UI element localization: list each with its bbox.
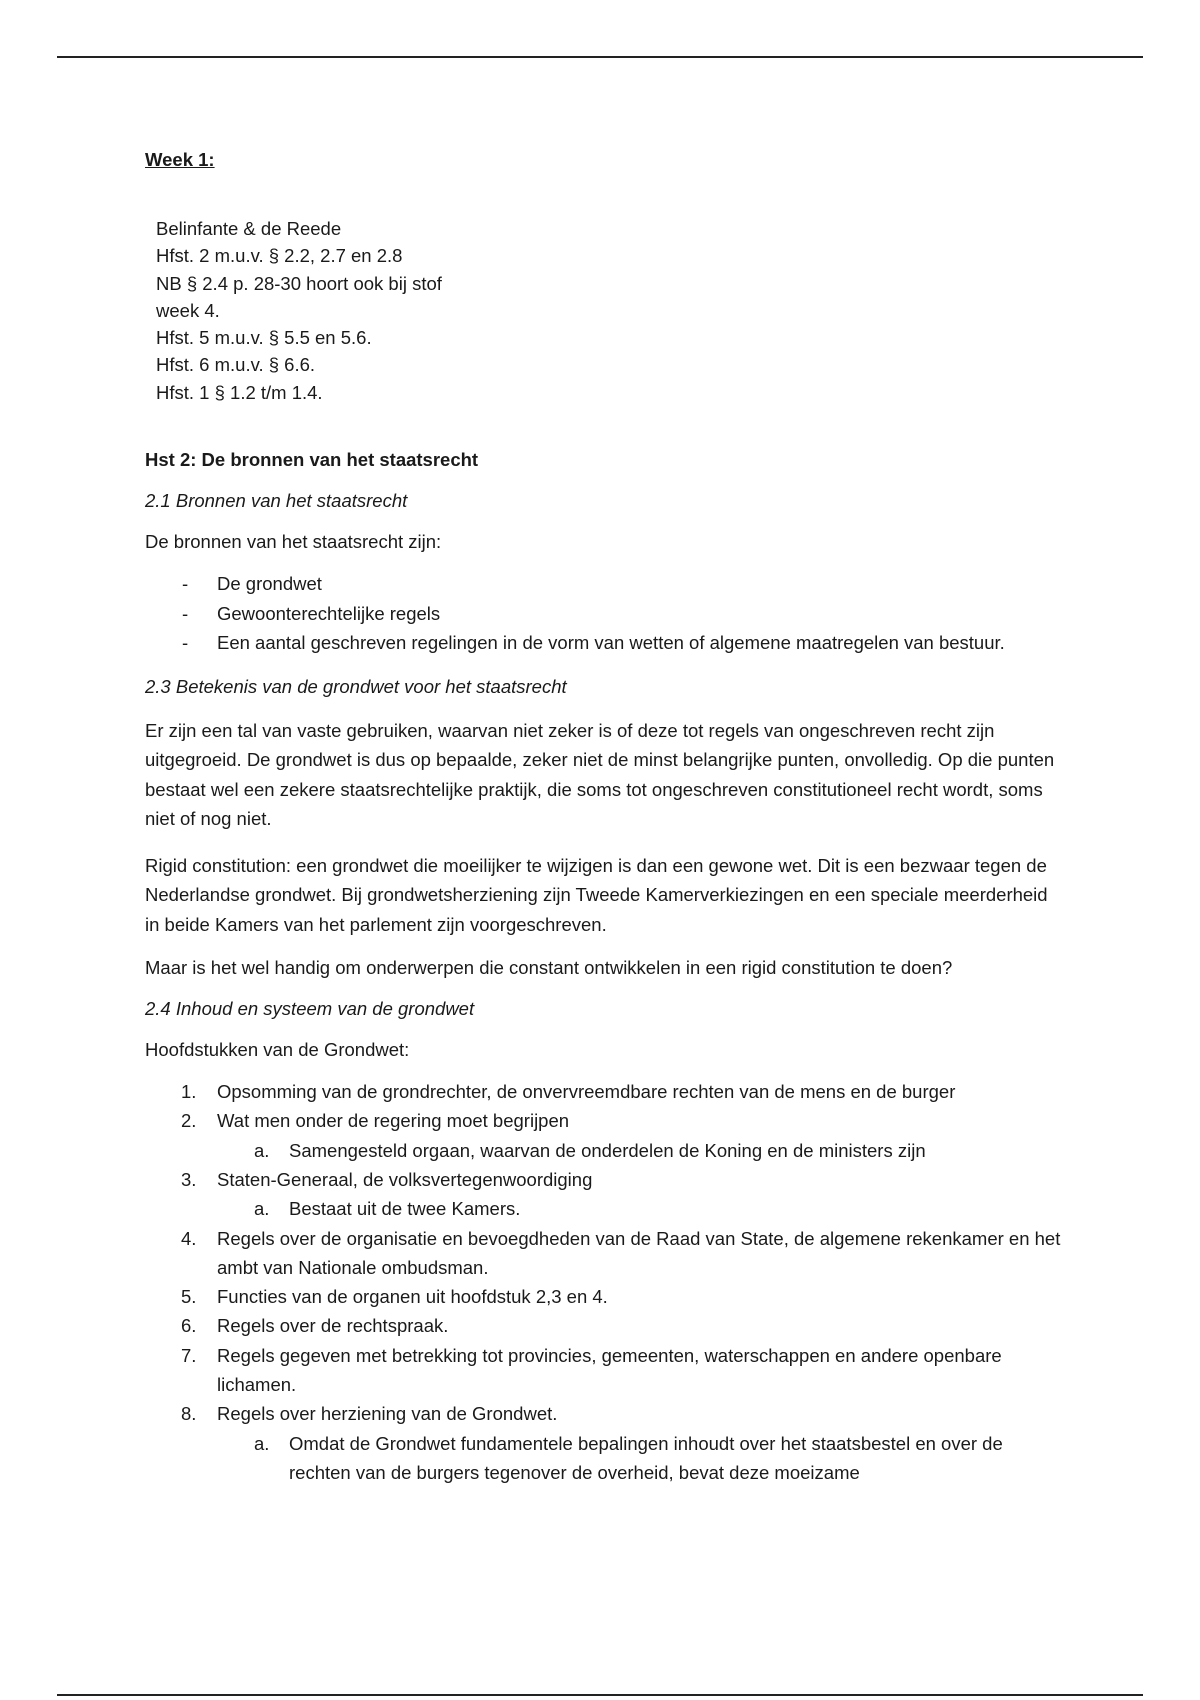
sub-list-item [217,1136,1065,1165]
list-number: 2. [181,1110,197,1132]
list-number: 7. [181,1344,197,1366]
source-item: Hfst. 1 § 1.2 t/m 1.4. [156,381,323,403]
source-list [156,215,486,406]
sub-list-item [217,1194,1065,1223]
list-item [145,1282,1065,1311]
document-page [145,148,1065,1487]
source-item: Hfst. 2 m.u.v. § 2.2, 2.7 en 2.8 [156,245,403,267]
list-number: 6. [181,1315,197,1337]
list-item [145,1165,1065,1224]
section-2-1-intro: De bronnen van het staatsrecht zijn: [145,531,442,553]
list-item-text: Opsomming van de grondrechter, de onvervreemdbare rechten van de mens en de burger [217,1081,956,1103]
list-item-text: Wat men onder de regering moet begrijpen [217,1110,570,1132]
list-number: 8. [181,1403,197,1425]
list-item [145,1399,1065,1487]
list-item-text: Regels over de rechtspraak. [217,1315,449,1337]
section-heading-2-1: 2.1 Bronnen van het staatsrecht [145,490,408,512]
list-number: 5. [181,1286,197,1308]
list-number: 4. [181,1227,197,1249]
footer-rule [57,1694,1143,1696]
list-item [145,1341,1065,1400]
list-item [145,1224,1065,1283]
paragraph: Rigid constitution: een grondwet die moeilijker te wijzigen is dan een gewone wet. Dit is een bezwaar tegen de Nederlandse grondwet. Bij grondwetsherziening zijn Tweede Kamerverkiezingen en een speciale meerderheid in beide Kamers van het parlement zijn voorgeschreven. [145,854,1048,935]
dash-bullet: - [182,573,189,595]
chapter-heading: Hst 2: De bronnen van het staatsrecht [145,449,479,471]
list-item-text: Een aantal geschreven regelingen in de vorm van wetten of algemene maatregelen van bestuur. [217,632,1005,654]
list-item-text: Omdat de Grondwet fundamentele bepalingen inhoudt over het staatsbestel en over de rechten van de burgers tegenover de overheid, bevat deze moeizame [289,1432,1003,1483]
list-item-text: De grondwet [217,573,322,595]
list-number: 1. [181,1081,197,1103]
source-item: Hfst. 6 m.u.v. § 6.6. [156,354,316,376]
list-item-text: Samengesteld orgaan, waarvan de onderdelen de Koning en de ministers zijn [289,1139,926,1161]
section-heading-2-4: 2.4 Inhoud en systeem van de grondwet [145,998,475,1020]
list-letter: a. [254,1432,270,1454]
source-item: NB § 2.4 p. 28-30 hoort ook bij stof week 4. [156,272,442,321]
dash-bullet: - [182,632,189,654]
dash-bullet: - [182,602,189,624]
list-item [145,599,1065,629]
list-item-text: Regels gegeven met betrekking tot provincies, gemeenten, waterschappen en andere openbare lichamen. [217,1344,1002,1396]
chapters-numbered-list [145,1077,1065,1487]
sub-list [217,1136,1065,1165]
section-heading-2-3: 2.3 Betekenis van de grondwet voor het staatsrecht [145,675,567,697]
sources-bullet-list [145,569,1065,658]
list-item-text: Functies van de organen uit hoofdstuk 2,3 en 4. [217,1286,608,1308]
source-item: Hfst. 5 m.u.v. § 5.5 en 5.6. [156,327,372,349]
source-item: Belinfante & de Reede [156,218,342,239]
list-letter: a. [254,1198,270,1220]
paragraph: Maar is het wel handig om onderwerpen die constant ontwikkelen in een rigid constitution te doen? [145,957,953,979]
list-item [145,569,1065,599]
week-title: Week 1: [145,149,215,170]
list-item [145,1077,1065,1106]
sub-list [217,1194,1065,1223]
list-item-text: Regels over herziening van de Grondwet. [217,1403,558,1425]
list-letter: a. [254,1139,270,1161]
list-item-text: Bestaat uit de twee Kamers. [289,1198,521,1220]
list-item-text: Staten-Generaal, de volksvertegenwoordiging [217,1168,593,1190]
sub-list-item [217,1429,1065,1488]
list-item [145,1311,1065,1340]
section-2-4-intro: Hoofdstukken van de Grondwet: [145,1039,410,1061]
list-item [145,628,1065,658]
header-rule [57,56,1143,58]
paragraph: Er zijn een tal van vaste gebruiken, waarvan niet zeker is of deze tot regels van ongeschreven recht zijn uitgegroeid. De grondwet is dus op bepaalde, zeker niet de minst belangrijke punten, onvolledig. Op die punten bestaat wel een zekere staatsrechtelijke praktijk, die soms tot ongeschreven constitutioneel recht wordt, soms niet of nog niet. [145,719,1055,830]
list-number: 3. [181,1168,197,1190]
list-item-text: Gewoonterechtelijke regels [217,602,441,624]
list-item-text: Regels over de organisatie en bevoegdheden van de Raad van State, de algemene rekenkamer en het ambt van Nationale ombudsman. [217,1227,1061,1278]
sub-list [217,1429,1065,1488]
list-item [145,1106,1065,1165]
